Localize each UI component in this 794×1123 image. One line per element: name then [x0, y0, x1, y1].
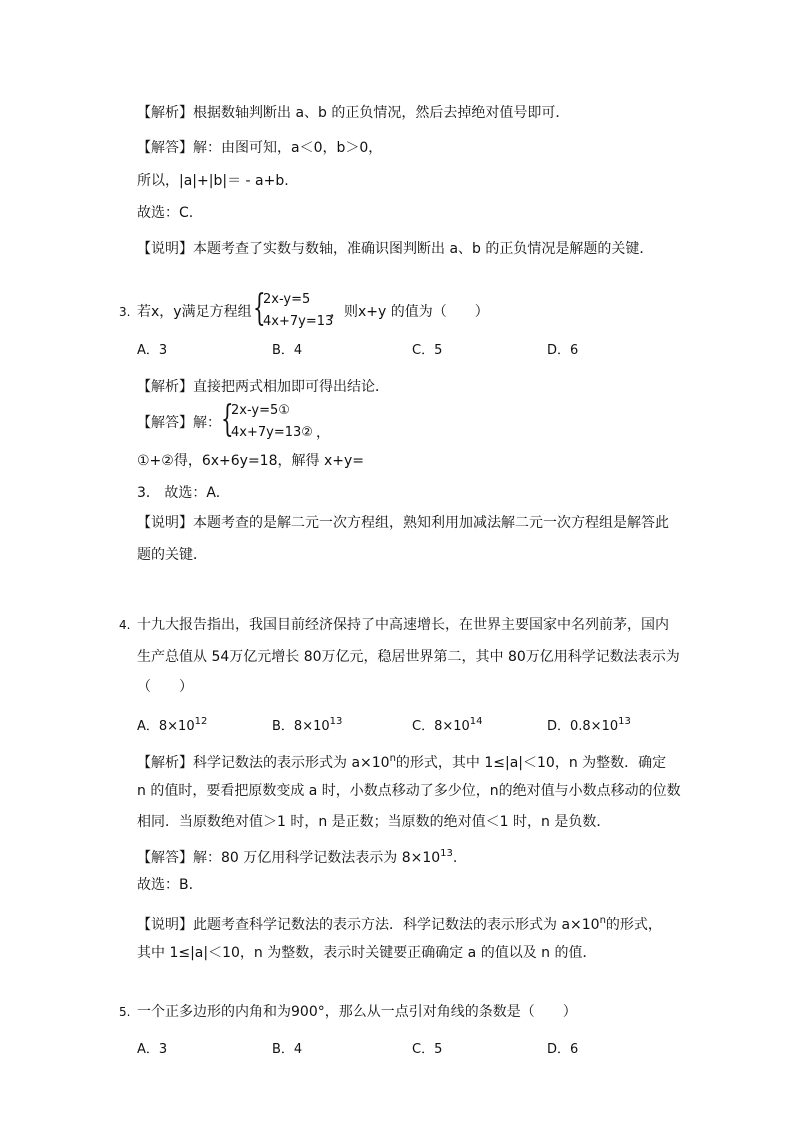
analysis-tag: 【解析】	[137, 379, 193, 395]
answer-tag: 【解答】	[137, 850, 193, 866]
q2-answer-line3: 故选：C.	[137, 205, 194, 221]
q2-answer	[137, 139, 382, 157]
analysis-tag: 【解析】	[137, 755, 193, 771]
q5-option-d[interactable]: D．6	[547, 1042, 579, 1057]
q4-option-a[interactable]	[137, 714, 207, 735]
q4-option-b[interactable]	[272, 714, 342, 735]
q3-answer-label	[137, 414, 221, 432]
q5-option-a[interactable]: A．3	[137, 1042, 168, 1057]
q4-analysis-line1a: 科学记数法的表示形式为 a×10	[193, 755, 390, 771]
q3-sys-suffix: ，	[316, 425, 330, 441]
q4-option-d-base: D．0.8×10	[547, 719, 619, 734]
q3-analysis-text: 直接把两式相加即可得出结论．	[193, 379, 389, 395]
q2-answer-line1: 解：由图可知，a＜0，b＞0，	[193, 140, 383, 156]
q2-note-text: 本题考查了实数与数轴，准确识图判断出 a、b 的正负情况是解题的关键．	[193, 241, 654, 257]
q5-stem: 一个正多边形的内角和为900°，那么从一点引对角线的条数是（ ）	[137, 1004, 577, 1020]
q3-option-c[interactable]: C．5	[412, 343, 443, 358]
q3-number: 3.	[119, 305, 131, 319]
q4-analysis-line3: 相同．当原数绝对值＞1 时，n 是正数；当原数的绝对值＜1 时，n 是负数．	[137, 814, 611, 830]
q4-stem-line2: 生产总值从 54万亿元增长 80万亿元，稳居世界第二，其中 80万亿用科学记数法表示为	[137, 649, 680, 665]
q3-answer-prefix: 解：	[193, 415, 221, 431]
q3-answer-line3: 3． 故选：A.	[137, 485, 221, 501]
q4-note	[137, 912, 662, 934]
q4-analysis-line1b: 的形式，其中 1≤|a|＜10，n 为整数．确定	[395, 755, 667, 771]
q4-answer-b: .	[452, 850, 458, 866]
q3-analysis	[137, 378, 389, 396]
q4-analysis-exp: n	[389, 753, 396, 764]
q4-stem-line1: 十九大报告指出，我国目前经济保持了中高速增长，在世界主要国家中名列前茅，国内	[137, 617, 669, 633]
q3-note-line1: 本题考查的是解二元一次方程组，熟知利用加减法解二元一次方程组是解答此	[193, 515, 669, 531]
note-tag: 【说明】	[137, 917, 193, 933]
q4-option-a-exp: 12	[194, 716, 208, 727]
q4-option-d-exp: 13	[618, 716, 631, 727]
q4-analysis	[137, 750, 666, 772]
q4-option-c-exp: 14	[469, 716, 483, 727]
q5-option-c[interactable]: C．5	[412, 1042, 443, 1057]
q4-answer	[137, 845, 457, 867]
q5-option-b[interactable]: B．4	[272, 1042, 303, 1057]
q5-number: 5.	[119, 1005, 131, 1019]
q2-note	[137, 240, 653, 258]
q3-note	[137, 514, 669, 532]
q4-answer-exp: 13	[440, 848, 453, 859]
q2-analysis-text: 根据数轴判断出 a、b 的正负情况，然后去掉绝对值号即可．	[193, 105, 570, 121]
left-brace: {	[221, 399, 234, 440]
q2-answer-line2: 所以，|a|+|b|＝ - a+b.	[137, 173, 289, 189]
q4-analysis-line2: n 的值时，要看把原数变成 a 时，小数点移动了多少位，n的绝对值与小数点移动的位数	[137, 783, 681, 799]
q4-option-d[interactable]	[547, 714, 631, 735]
q4-option-c-base: C．8×10	[412, 719, 470, 734]
q4-note-line2: 其中 1≤|a|＜10，n 为整数，表示时关键要正确确定 a 的值以及 n 的值．	[137, 945, 597, 961]
q3-option-b[interactable]: B．4	[272, 343, 303, 358]
q4-option-b-base: B．8×10	[272, 719, 330, 734]
q3-option-a[interactable]: A．3	[137, 343, 168, 358]
q3-stem-before: 若x，y满足方程组	[137, 304, 252, 320]
q3-note-line2: 题的关键．	[137, 547, 207, 563]
answer-tag: 【解答】	[137, 140, 193, 156]
q3-stem-after: ，则x+y 的值为（ ）	[330, 304, 489, 320]
q4-number: 4.	[119, 618, 131, 632]
analysis-tag: 【解析】	[137, 105, 193, 121]
q2-analysis	[137, 104, 569, 122]
q4-answer-a: 解：80 万亿用科学记数法表示为 8×10	[193, 850, 441, 866]
q4-option-b-exp: 13	[329, 716, 343, 727]
q3-option-d[interactable]: D．6	[547, 343, 579, 358]
q4-answer-line2: 故选：B.	[137, 877, 194, 893]
left-brace: {	[253, 288, 266, 329]
q4-option-a-base: A．8×10	[137, 719, 195, 734]
q4-note-line1b: 的形式，	[605, 917, 662, 933]
note-tag: 【说明】	[137, 515, 193, 531]
note-tag: 【说明】	[137, 241, 193, 257]
q3-sys-eq1: 2x-y=5①	[231, 403, 290, 418]
q3-sys-eq2: 4x+7y=13②	[231, 425, 313, 440]
q3-eq1: 2x-y=5	[263, 292, 311, 307]
q4-note-line1a: 此题考查科学记数法的表示方法．科学记数法的表示形式为 a×10	[193, 917, 600, 933]
q4-stem-line3: （ ）	[137, 679, 193, 695]
q4-note-exp: n	[599, 915, 606, 926]
answer-tag: 【解答】	[137, 415, 193, 431]
q3-answer-line2: ①+②得，6x+6y=18，解得 x+y=	[137, 453, 364, 469]
q4-option-c[interactable]	[412, 714, 483, 735]
q3-eq2: 4x+7y=13	[263, 314, 334, 329]
